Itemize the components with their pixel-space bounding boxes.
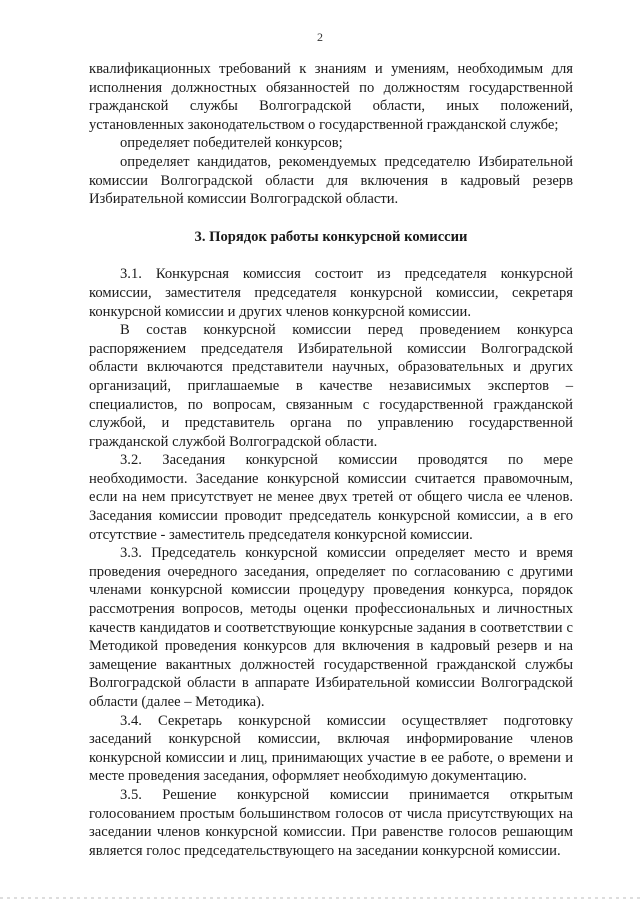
paragraph-continuation: квалификационных требований к знаниям и умениям, необходимым для исполнения должностных обязанностей по должностям государственной гражданской службы Волгоградской области, иных положений, установленных законодательством о государственной гражданской службе;: [89, 61, 573, 133]
paragraph-candidates: определяет кандидатов, рекомендуемых председателю Избирательной комиссии Волгоградской области для включения в кадровый резерв Избирательной комиссии Волгоградской области.: [89, 153, 573, 208]
section-heading: 3. Порядок работы конкурсной комиссии: [194, 228, 468, 245]
paragraph-3-4: 3.4. Секретарь конкурсной комиссии осуществляет подготовку заседаний конкурсной комиссии, включая информирование членов конкурсной комиссии и лиц, принимающих участие в ее работе, о времени и месте проведения заседания, оформляет необходимую документацию.: [89, 712, 573, 785]
paragraph-3-2: 3.2. Заседания конкурсной комиссии проводятся по мере необходимости. Заседание конкурсной комиссии считается правомочным, если на нем присутствует не менее двух третей от общего числа ее членов. Заседания комиссии проводит председатель конкурсной комиссии, а в его отсутствие - заместитель председателя конкурсной комиссии.: [89, 452, 573, 543]
page-content: [89, 60, 573, 860]
paragraph-winners: определяет победителей конкурсов;: [120, 135, 343, 152]
paragraph-3-1: 3.1. Конкурсная комиссия состоит из председателя конкурсной комиссии, заместителя председателя конкурсной комиссии, секретаря конкурсной комиссии и других членов конкурсной комиссии.: [89, 266, 573, 320]
paragraph-3-3: 3.3. Председатель конкурсной комиссии определяет место и время проведения очередного заседания, определяет по согласованию с другими членами конкурсной комиссии процедуру проведения конкурса, порядок рассмотрения вопросов, методы оценки профессиональных и личностных качеств кандидатов и соответствующие конкурсные задания в соответствии с Методикой проведения конкурсов для включения в кадровый резерв и на замещение вакантных должностей государственной гражданской службы Волгоградской области в аппарате Избирательной комиссии Волгоградской области (далее – Методика).: [89, 545, 573, 710]
paragraph-composition: В состав конкурсной комиссии перед проведением конкурса распоряжением председателя Избирательной комиссии Волгоградской области включаются представители научных, образовательных и других организаций, приглашаемые в качестве независимых экспертов – специалистов, по вопросам, связанным с государственной гражданской службой, и представитель органа по управлению государственной гражданской службой Волгоградской области.: [89, 322, 573, 450]
page-number: 2: [317, 30, 323, 44]
scan-edge-artifact: [0, 897, 640, 899]
paragraph-3-5: 3.5. Решение конкурсной комиссии принимается открытым голосованием простым большинством голосов от числа присутствующих на заседании членов конкурсной комиссии. При равенстве голосов решающим является голос председательствующего на заседании конкурсной комиссии.: [89, 786, 573, 859]
